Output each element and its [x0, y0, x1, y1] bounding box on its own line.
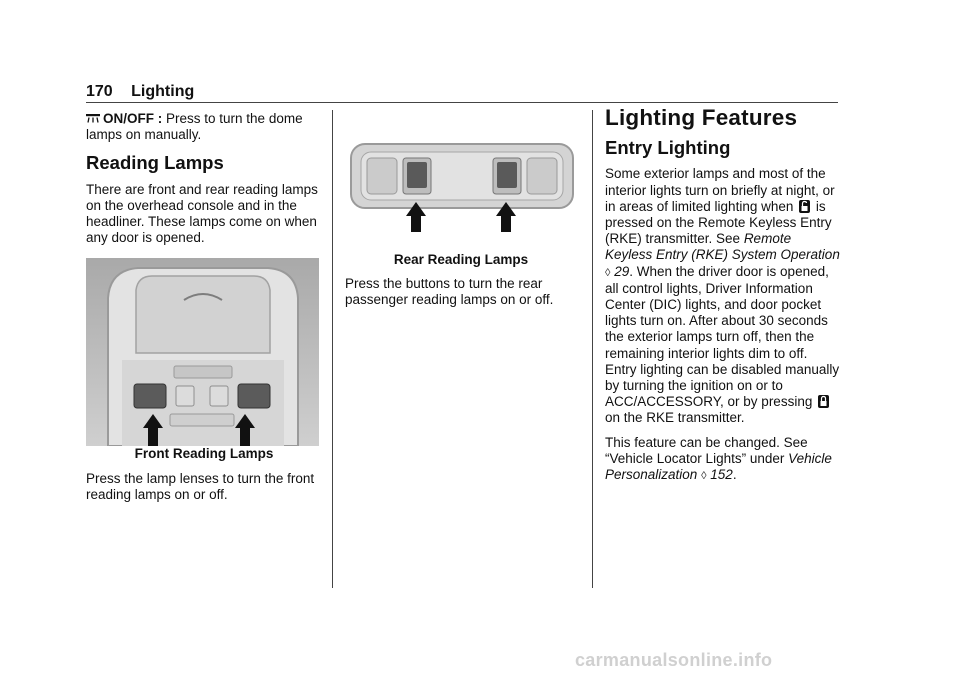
personalization-page-ref[interactable]: 152: [710, 467, 733, 483]
front-figure-caption: Front Reading Lamps: [134, 446, 274, 462]
entry-lighting-heading: Entry Lighting: [605, 137, 731, 159]
lighting-features-title: Lighting Features: [605, 105, 798, 130]
reading-lamps-intro: There are front and rear reading lamps on the overhead console and in the headliner. These lamps come on when any door is opened.: [86, 181, 318, 246]
entry-text-4: on the RKE transmitter.: [605, 410, 745, 426]
column-divider-2: [592, 110, 593, 588]
entry-text-3: . When the driver door is opened, all control lights, Driver Information Center (DIC) lights, and door pocket lights turn on. After about 30 seconds the exterior lamps turn off, then the remaining interior lights dim to off. Entry lighting can be disabled manually by turning the ignition on or to ACC/ACCESSORY, or by pressing: [605, 263, 840, 410]
reading-lamps-heading: Reading Lamps: [86, 152, 224, 174]
front-lamps-text: Press the lamp lenses to turn the front reading lamps on or off.: [86, 470, 315, 502]
entry-lighting-paragraph: [605, 166, 841, 426]
rear-figure-caption: Rear Reading Lamps: [393, 252, 529, 267]
column-divider-1: [332, 110, 333, 588]
column-2: [345, 252, 577, 317]
vehicle-personalization-link[interactable]: Vehicle Personalization: [605, 450, 832, 483]
xref-arrow-icon: ◊: [605, 266, 611, 279]
page-number: 170: [86, 83, 113, 100]
dome-onoff-text: Press to turn the dome lamps on manually.: [86, 111, 303, 143]
personalization-paragraph: [605, 435, 841, 485]
dome-lamp-paragraph: [86, 111, 322, 143]
section-title: Lighting: [131, 83, 195, 100]
dome-lamp-icon: [86, 114, 100, 123]
column-3: [605, 105, 841, 492]
header-rule: [86, 102, 838, 103]
column-1: [86, 111, 322, 511]
watermark: carmanualsonline.info: [575, 650, 773, 670]
front-reading-lamps-figure: [86, 258, 319, 446]
running-header: [86, 83, 194, 101]
rke-link[interactable]: Remote Keyless Entry (RKE) System Operation: [605, 231, 840, 263]
unlock-key-icon: [799, 200, 810, 213]
rear-lamps-text: Press the buttons to turn the rear passenger reading lamps on or off.: [345, 276, 554, 308]
personalization-text: This feature can be changed. See “Vehicle Locator Lights” under: [605, 434, 808, 466]
dome-onoff-label: ON/OFF :: [103, 111, 163, 126]
entry-text-1: Some exterior lamps and most of the interior lights turn on briefly at night, or in areas of limited lighting when: [605, 166, 835, 214]
lock-key-icon: [818, 395, 829, 408]
rear-reading-lamps-figure: [345, 136, 577, 232]
rke-page-ref[interactable]: 29: [614, 263, 630, 279]
entry-text-2: is pressed on the Remote Keyless Entry (RKE) transmitter. See: [605, 198, 832, 247]
personalization-end: .: [732, 467, 737, 483]
xref-arrow-icon: ◊: [701, 470, 707, 483]
